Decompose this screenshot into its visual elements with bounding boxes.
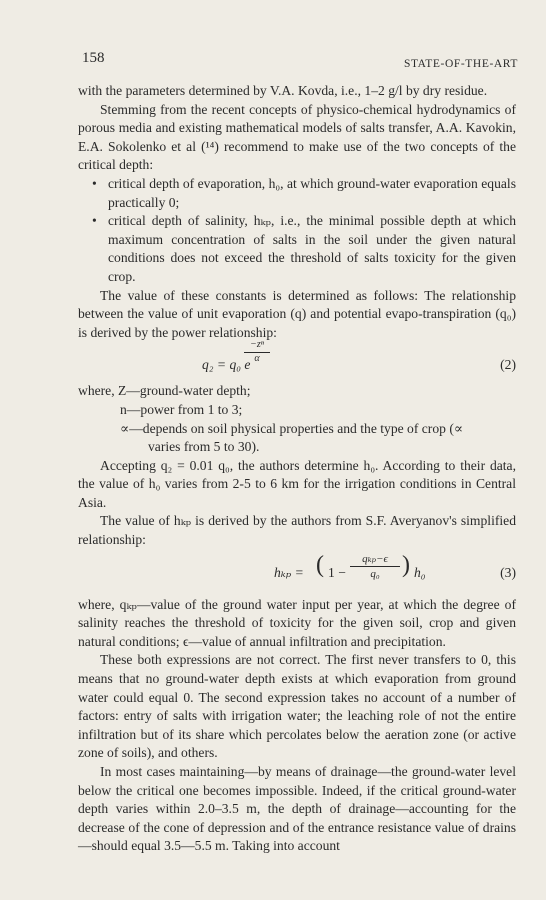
fraction-denominator: q₀ [350, 566, 400, 581]
equation-number: (2) [500, 357, 516, 373]
page-number: 158 [82, 50, 105, 66]
bullet-list [78, 175, 516, 287]
list-item-text: critical depth of salinity, hₖₚ, i.e., the minimal possible depth at which maximum concentration of salts in the soil under the given natural conditions does not exceed the threshold of salts toxicity for the given crop. [108, 213, 516, 284]
equation-one: 1 − [328, 564, 346, 580]
right-paren: ) [402, 551, 410, 578]
bullet-icon: • [92, 213, 97, 229]
definition: n—power from 1 to 3; [120, 401, 243, 417]
equation-lhs: hₖₚ = [274, 564, 304, 580]
definition-continued: varies from 5 to 30). [148, 439, 260, 455]
paragraph: The value of these constants is determined as follows: The relationship between the value of unit evaporation (q) and potential evapo-transpiration (q₀) is derived by the power relationship: [78, 287, 516, 340]
paragraph: Accepting q₂ = 0.01 q₀, the authors determine h₀. According to their data, the value of h₀ varies from 2-5 to 6 km for the irrigation conditions in Central Asia. [78, 457, 516, 510]
equation-exponent [244, 339, 270, 364]
paragraph: Stemming from the recent concepts of physico-chemical hydrodynamics of porous media and existing mathematical models of salts transfer, A.A. Kavokin, E.A. Sokolenko et al (¹⁴) recommend to make use of the two concepts of the critical depth: [78, 101, 516, 173]
exponent-denominator: α [244, 352, 270, 364]
paragraph: where, Z—ground-water depth; [78, 383, 251, 399]
paragraph: In most cases maintaining—by means of drainage—the ground-water level below the critical one becomes impossible. Indeed, if the critical ground-water depth varies within 2.0–3.5 m, the depth of drainage—accounting for the decrease of the cone of depression and of the entrance resistance value of drains—should equal 3.5—5.5 m. Taking into account [78, 764, 516, 854]
fraction-numerator: qₖₚ−ϵ [362, 552, 388, 565]
list-item-text: critical depth of evaporation, h₀, at which ground-water evaporation equals practically 0; [108, 175, 516, 210]
running-head: STATE-OF-THE-ART [403, 58, 518, 70]
paragraph: with the parameters determined by V.A. Kovda, i.e., 1–2 g/l by dry residue. [78, 83, 488, 98]
list-item [78, 175, 516, 212]
definition-text: ∝—depends on soil physical properties and the type of crop (∝ [120, 420, 464, 436]
page-header [82, 50, 518, 80]
equation-fraction [350, 552, 400, 581]
paragraph: The value of hₖₚ is derived by the authors from S.F. Averyanov's simplified relationship: [78, 513, 516, 548]
bullet-icon: • [92, 175, 97, 191]
paragraph: These both expressions are not correct. The first never transfers to 0, this means that no ground-water depth exists at which evaporation from ground water could equal 0. The second expression takes no account of a number of factors: entry of salts with irrigation water; the leaching role of not the entire infiltration but of its share which percolates below the aeration zone (or active zone of soils), and others. [78, 652, 516, 761]
equation-2 [78, 339, 516, 382]
left-paren: ( [316, 551, 324, 578]
exponent-numerator: −zⁿ [250, 339, 264, 351]
definition [78, 420, 516, 457]
list-item [78, 212, 516, 286]
equation-rhs: h₀ [414, 564, 426, 580]
equation-3 [78, 550, 516, 596]
equation-number: (3) [500, 564, 516, 580]
body-text [78, 82, 516, 856]
paragraph: where, qₖₚ—value of the ground water input per year, at which the degree of salinity reaches the threshold of toxicity for the given soil, crop and given natural conditions; ϵ—value of annual infiltration and precipitation. [78, 596, 516, 649]
equation-lhs: q₂ = q₀ e [202, 357, 251, 373]
